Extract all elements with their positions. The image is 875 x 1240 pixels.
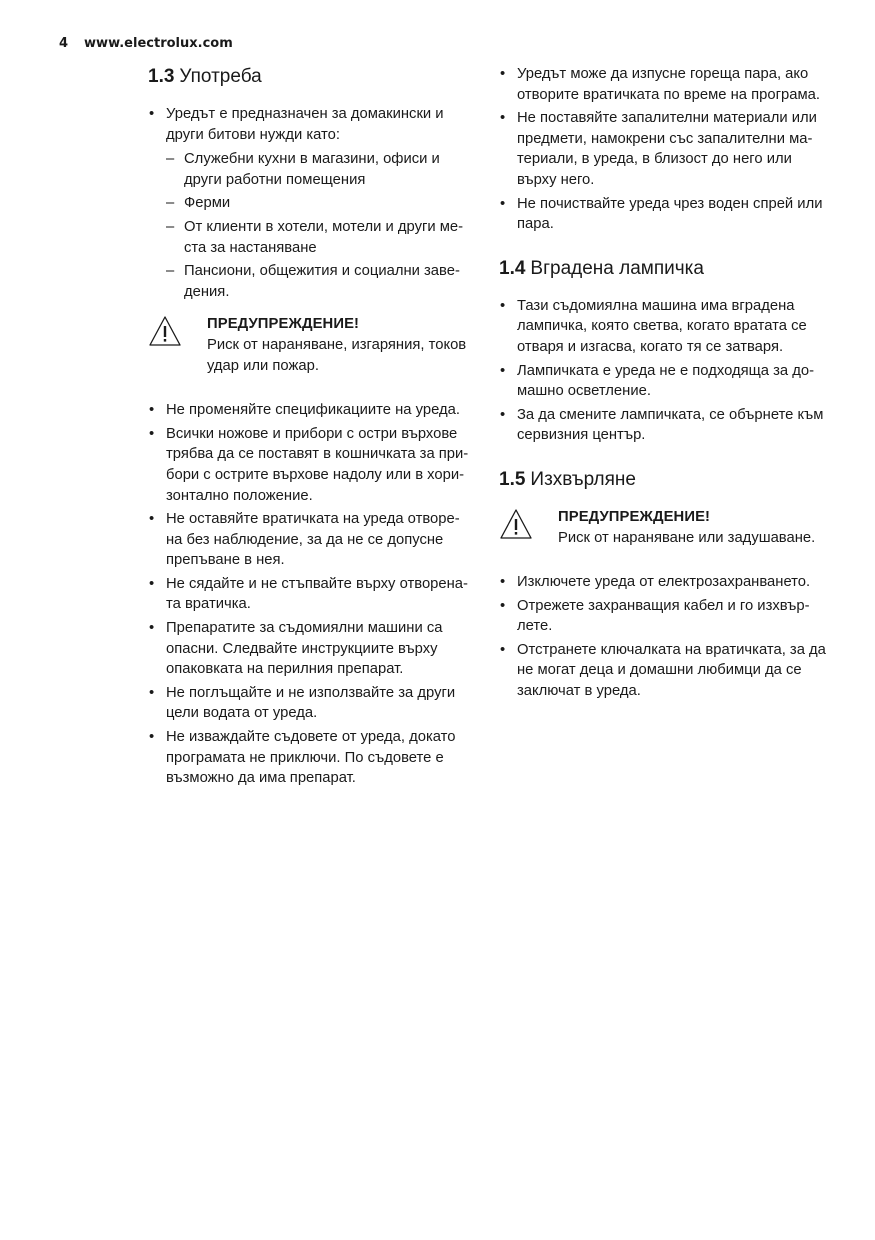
list-item: • Не изваждайте съдовете от уреда, докато програмата не приключи. По съдовете е възможно да има препарат. (148, 727, 473, 789)
sub-list-item: – Служебни кухни в магазини, офиси и други работни помещения (166, 149, 473, 190)
section-number: 1.5 (499, 468, 526, 490)
page-number: 4 (59, 36, 69, 51)
sub-list-item: – Ферми (166, 193, 473, 214)
list-item-text: Уредът е предназначен за домакински и други битови нужди като: (166, 106, 444, 143)
sub-list-item: – Пансиони, общежития и социални заве-дения. (166, 261, 473, 302)
list-item: • Лампичката е уреда не е подходяща за до-машно осветление. (499, 361, 829, 402)
usage-rules-list (148, 400, 473, 789)
warning-triangle-icon (148, 314, 182, 348)
section-1-3-title (148, 64, 473, 90)
section-1-5-title (499, 467, 829, 493)
section-number: 1.3 (148, 66, 175, 87)
list-item: • Изключете уреда от електрозахранването. (499, 572, 829, 593)
sub-list-item: – От клиенти в хотели, мотели и други ме-ста за настаняване (166, 217, 473, 258)
list-item: • Уредът може да изпусне гореща пара, ако отворите вратичката по време на програма. (499, 64, 829, 105)
usage-rules-continued (499, 64, 829, 235)
list-item: • Не поставяйте запалителни материали или предмети, намокрени със запалителни ма-териали, в уреда, в близост до него или върху него. (499, 108, 829, 190)
warning-triangle-icon (499, 507, 533, 541)
list-item (148, 104, 473, 302)
list-item: • Не оставяйте вратичката на уреда отворе-на без наблюдение, за да не се допусне препъване в нея. (148, 509, 473, 571)
page-header (59, 35, 233, 53)
section-title-text: Изхвърляне (530, 468, 636, 490)
warning-block (499, 507, 829, 548)
section-1-4-title (499, 256, 829, 282)
warning-title: ПРЕДУПРЕЖДЕНИЕ! (207, 316, 360, 333)
warning-text: Риск от нараняване, изгаряния, токов удар или пожар. (207, 336, 467, 374)
list-item: • Не променяйте спецификациите на уреда. (148, 400, 473, 421)
warning-title: ПРЕДУПРЕЖДЕНИЕ! (558, 508, 711, 525)
list-item: • Не поглъщайте и не използвайте за други цели водата от уреда. (148, 683, 473, 724)
section-number: 1.4 (499, 257, 526, 279)
right-column (499, 64, 829, 705)
left-column (148, 64, 473, 792)
list-item: • Не почиствайте уреда чрез воден спрей или пара. (499, 194, 829, 235)
list-item: • За да смените лампичката, се обърнете към сервизния център. (499, 405, 829, 446)
lamp-list (499, 296, 829, 446)
warning-block (148, 314, 473, 376)
section-title-text: Употреба (179, 66, 262, 87)
usage-sublist (166, 149, 473, 302)
disposal-list (499, 572, 829, 702)
list-item: • Препаратите за съдомиялни машини са опасни. Следвайте инструкциите върху опаковката на перилния препарат. (148, 618, 473, 680)
list-item: • Не сядайте и не стъпвайте върху отворена-та вратичка. (148, 574, 473, 615)
warning-text: Риск от нараняване или задушаване. (558, 529, 816, 546)
site-url[interactable]: www.electrolux.com (84, 36, 233, 51)
list-item: • Отрежете захранващия кабел и го изхвър-лете. (499, 596, 829, 637)
list-item: • Отстранете ключалката на вратичката, за да не могат деца и домашни любимци да се заключат в уреда. (499, 640, 829, 702)
list-item: • Всички ножове и прибори с остри върхове трябва да се поставят в кошничката за при-бори с острите върхове надолу или в хори-зонтално положение. (148, 424, 473, 506)
usage-list (148, 104, 473, 302)
list-item: • Тази съдомиялна машина има вградена лампичка, която светва, когато вратата се отваря и изгасва, когато тя се затваря. (499, 296, 829, 358)
section-title-text: Вградена лампичка (530, 257, 704, 279)
